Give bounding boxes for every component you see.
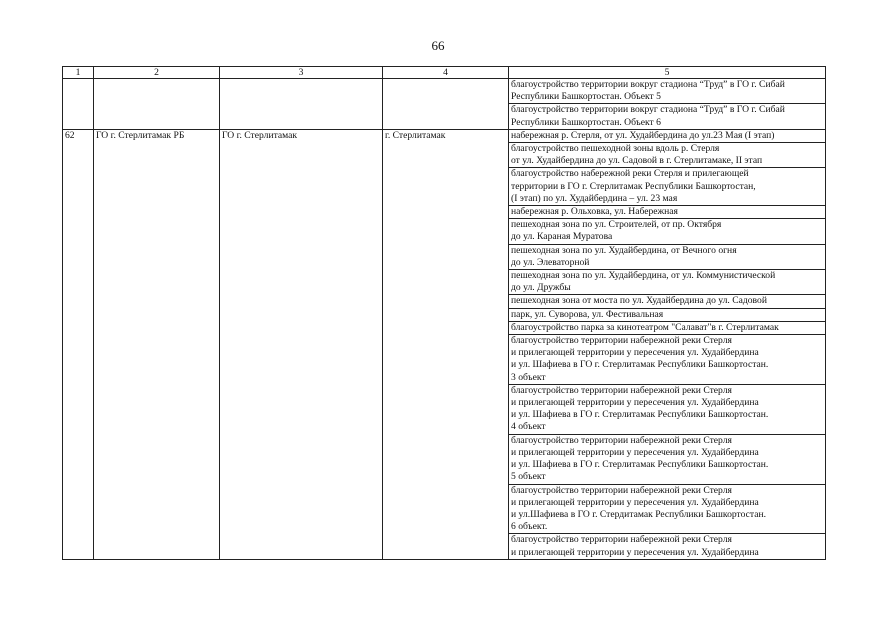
object-description: пешеходная зона по ул. Худайбердина, от ул. Коммунистической до ул. Дружбы [509, 270, 826, 295]
object-description: парк, ул. Суворова, ул. Фестивальная [509, 308, 826, 321]
column-header-1: 1 [63, 67, 94, 79]
locality-cell [383, 79, 509, 130]
object-description: благоустройство парка за кинотеатром "Салават"в г. Стерлитамак [509, 321, 826, 334]
locality-name: г. Стерлитамак [383, 129, 509, 559]
column-header-2: 2 [94, 67, 220, 79]
object-description: пешеходная зона по ул. Худайбердина, от Вечного огня до ул. Элеваторной [509, 244, 826, 269]
object-description: благоустройство территории набережной реки Стерля и прилегающей территории у пересечения ул. Худайбердина [509, 534, 826, 559]
object-description: благоустройство пешеходной зоны вдоль р. Стерля от ул. Худайбердина до ул. Садовой в г. Стерлитамаке, II этап [509, 143, 826, 168]
municipality-name: ГО г. Стерлитамак РБ [94, 129, 220, 559]
object-description: благоустройство территории набережной реки Стерля и прилегающей территории у пересечения ул. Худайбердина и ул. Шафиева в ГО г. Стерлитамак Республики Башкортостан. 3 объект [509, 335, 826, 385]
object-description: набережная р. Ольховка, ул. Набережная [509, 206, 826, 219]
table-body [63, 67, 826, 560]
object-description: благоустройство территории набережной реки Стерля и прилегающей территории у пересечения ул. Худайбердина и ул.Шафиева в ГО г. Стердитамак Республики Башкортостан. 6 объект. [509, 484, 826, 534]
column-header-5: 5 [509, 67, 826, 79]
page-number: 66 [431, 38, 445, 53]
object-description: пешеходная зона от моста по ул. Худайбердина до ул. Садовой [509, 295, 826, 308]
object-description: набережная р. Стерля, от ул. Худайбердина до ул.23 Мая (I этап) [509, 129, 826, 142]
column-header-4: 4 [383, 67, 509, 79]
recipient-name: ГО г. Стерлитамак [220, 129, 383, 559]
number-cell [63, 79, 94, 130]
recipient-cell [220, 79, 383, 130]
object-description: благоустройство территории набережной реки Стерля и прилегающей территории у пересечения ул. Худайбердина и ул. Шафиева в ГО г. Стерлитамак Республики Башкортостан. 4 объект [509, 384, 826, 434]
object-description: благоустройство набережной реки Стерля и прилегающей территории в ГО г. Стерлитамак Республики Башкортостан, (I этап) по ул. Худайбердина – ул. 23 мая [509, 168, 826, 206]
entry-number: 62 [63, 129, 94, 559]
object-description: благоустройство территории набережной реки Стерля и прилегающей территории у пересечения ул. Худайбердина и ул. Шафиева в ГО г. Стерлитамак Республики Башкортостан. 5 объект [509, 434, 826, 484]
registry-table [62, 66, 826, 560]
table-row [63, 129, 826, 142]
object-description: благоустройство территории вокруг стадиона “Труд” в ГО г. Сибай Республики Башкортостан. Объект 6 [509, 104, 826, 129]
object-description: пешеходная зона по ул. Строителей, от пр. Октября до ул. Караная Муратова [509, 219, 826, 244]
municipality-cell [94, 79, 220, 130]
column-header-3: 3 [220, 67, 383, 79]
table-header-row [63, 67, 826, 79]
table-row [63, 79, 826, 104]
object-description: благоустройство территории вокруг стадиона “Труд” в ГО г. Сибай Республики Башкортостан. Объект 5 [509, 79, 826, 104]
